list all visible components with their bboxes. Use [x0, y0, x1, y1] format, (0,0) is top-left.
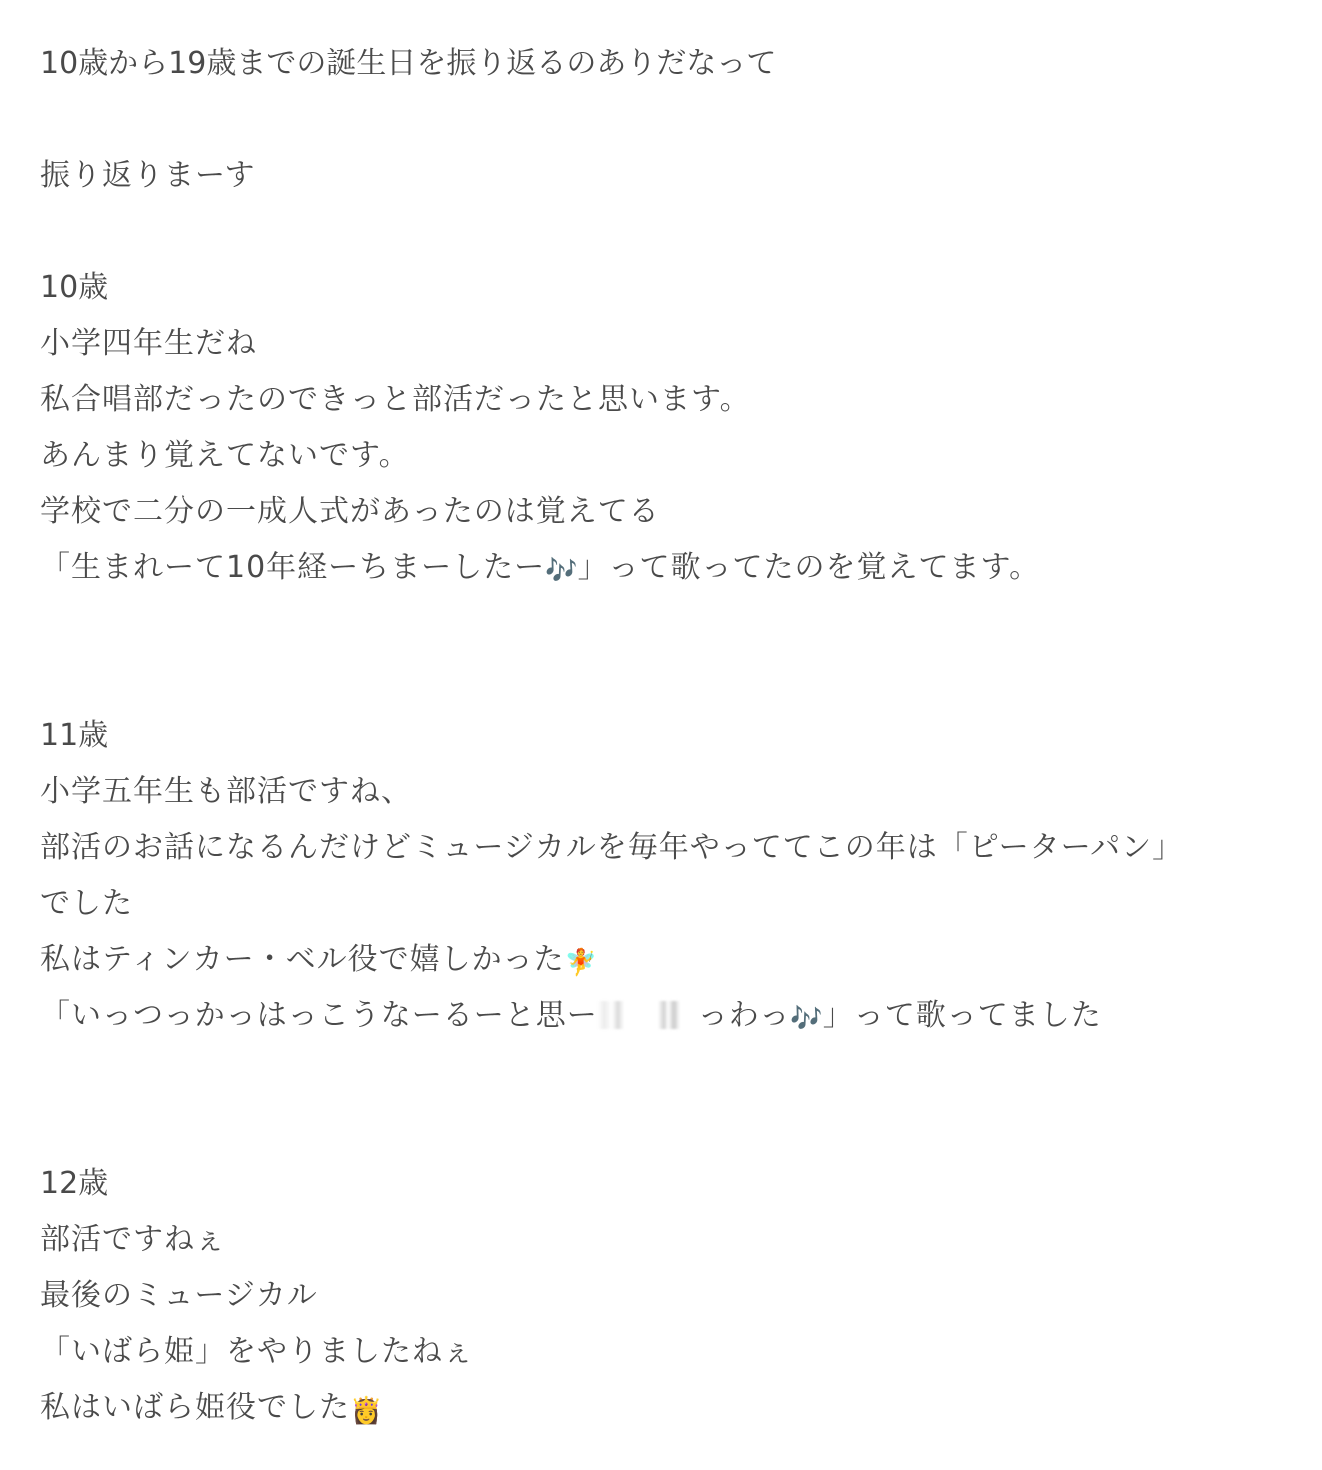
age-12-line-2: 最後のミュージカル [40, 1278, 318, 1313]
age-10-song-text: 「生まれーて10年経ーちまーしたー [40, 550, 546, 585]
age-11-line-3: でした [40, 886, 133, 921]
age-10-line-2: 私合唱部だったのできっと部活だったと思います。 [40, 382, 751, 417]
age-10-song-line [40, 548, 1040, 591]
age-10-line-3: あんまり覚えてないです。 [40, 438, 410, 473]
age-11-song-line [40, 996, 1102, 1039]
age-11-song-text: 「いっつっかっはっこうなーるーと思ー [40, 998, 598, 1033]
age-11-role-text: 私はティンカー・ベル役で嬉しかった [40, 942, 565, 977]
age-10-song-tail: 」って歌ってたのを覚えてます。 [577, 550, 1041, 585]
age-11-song-mid: っわっ [697, 998, 791, 1033]
intro-line-1: 10歳から19歳までの誕生日を振り返るのありだなって [40, 46, 777, 81]
age-12-line-3: 「いばら姫」をやりましたねぇ [40, 1334, 474, 1369]
age-10-line-4: 学校で二分の一成人式があったのは覚えてる [40, 494, 660, 529]
age-11-line-1: 小学五年生も部活ですね、 [40, 774, 412, 809]
age-11-song-tail: 」って歌ってました [822, 998, 1102, 1033]
music-notes-icon: 🎶 [790, 1004, 823, 1034]
music-notes-icon: 🎶 [545, 556, 578, 586]
age-12-line-1: 部活ですねぇ [40, 1222, 226, 1257]
age-11-role-line [40, 940, 597, 983]
age-12-role-line [40, 1388, 382, 1431]
age-10-line-1: 小学四年生だね [40, 326, 257, 361]
princess-icon: 👸 [350, 1396, 383, 1426]
age-11-line-2: 部活のお話になるんだけどミュージカルを毎年やっててこの年は「ピーターパン」 [40, 830, 1184, 865]
intro-line-2: 振り返りまーす [40, 158, 256, 193]
age-11-heading: 11歳 [40, 718, 109, 753]
age-12-role-text: 私はいばら姫役でした [40, 1390, 350, 1425]
blurred-text-redaction [598, 1001, 698, 1029]
fairy-icon: 🧚 [564, 948, 597, 978]
age-12-heading: 12歳 [40, 1166, 109, 1201]
age-10-heading: 10歳 [40, 270, 109, 305]
